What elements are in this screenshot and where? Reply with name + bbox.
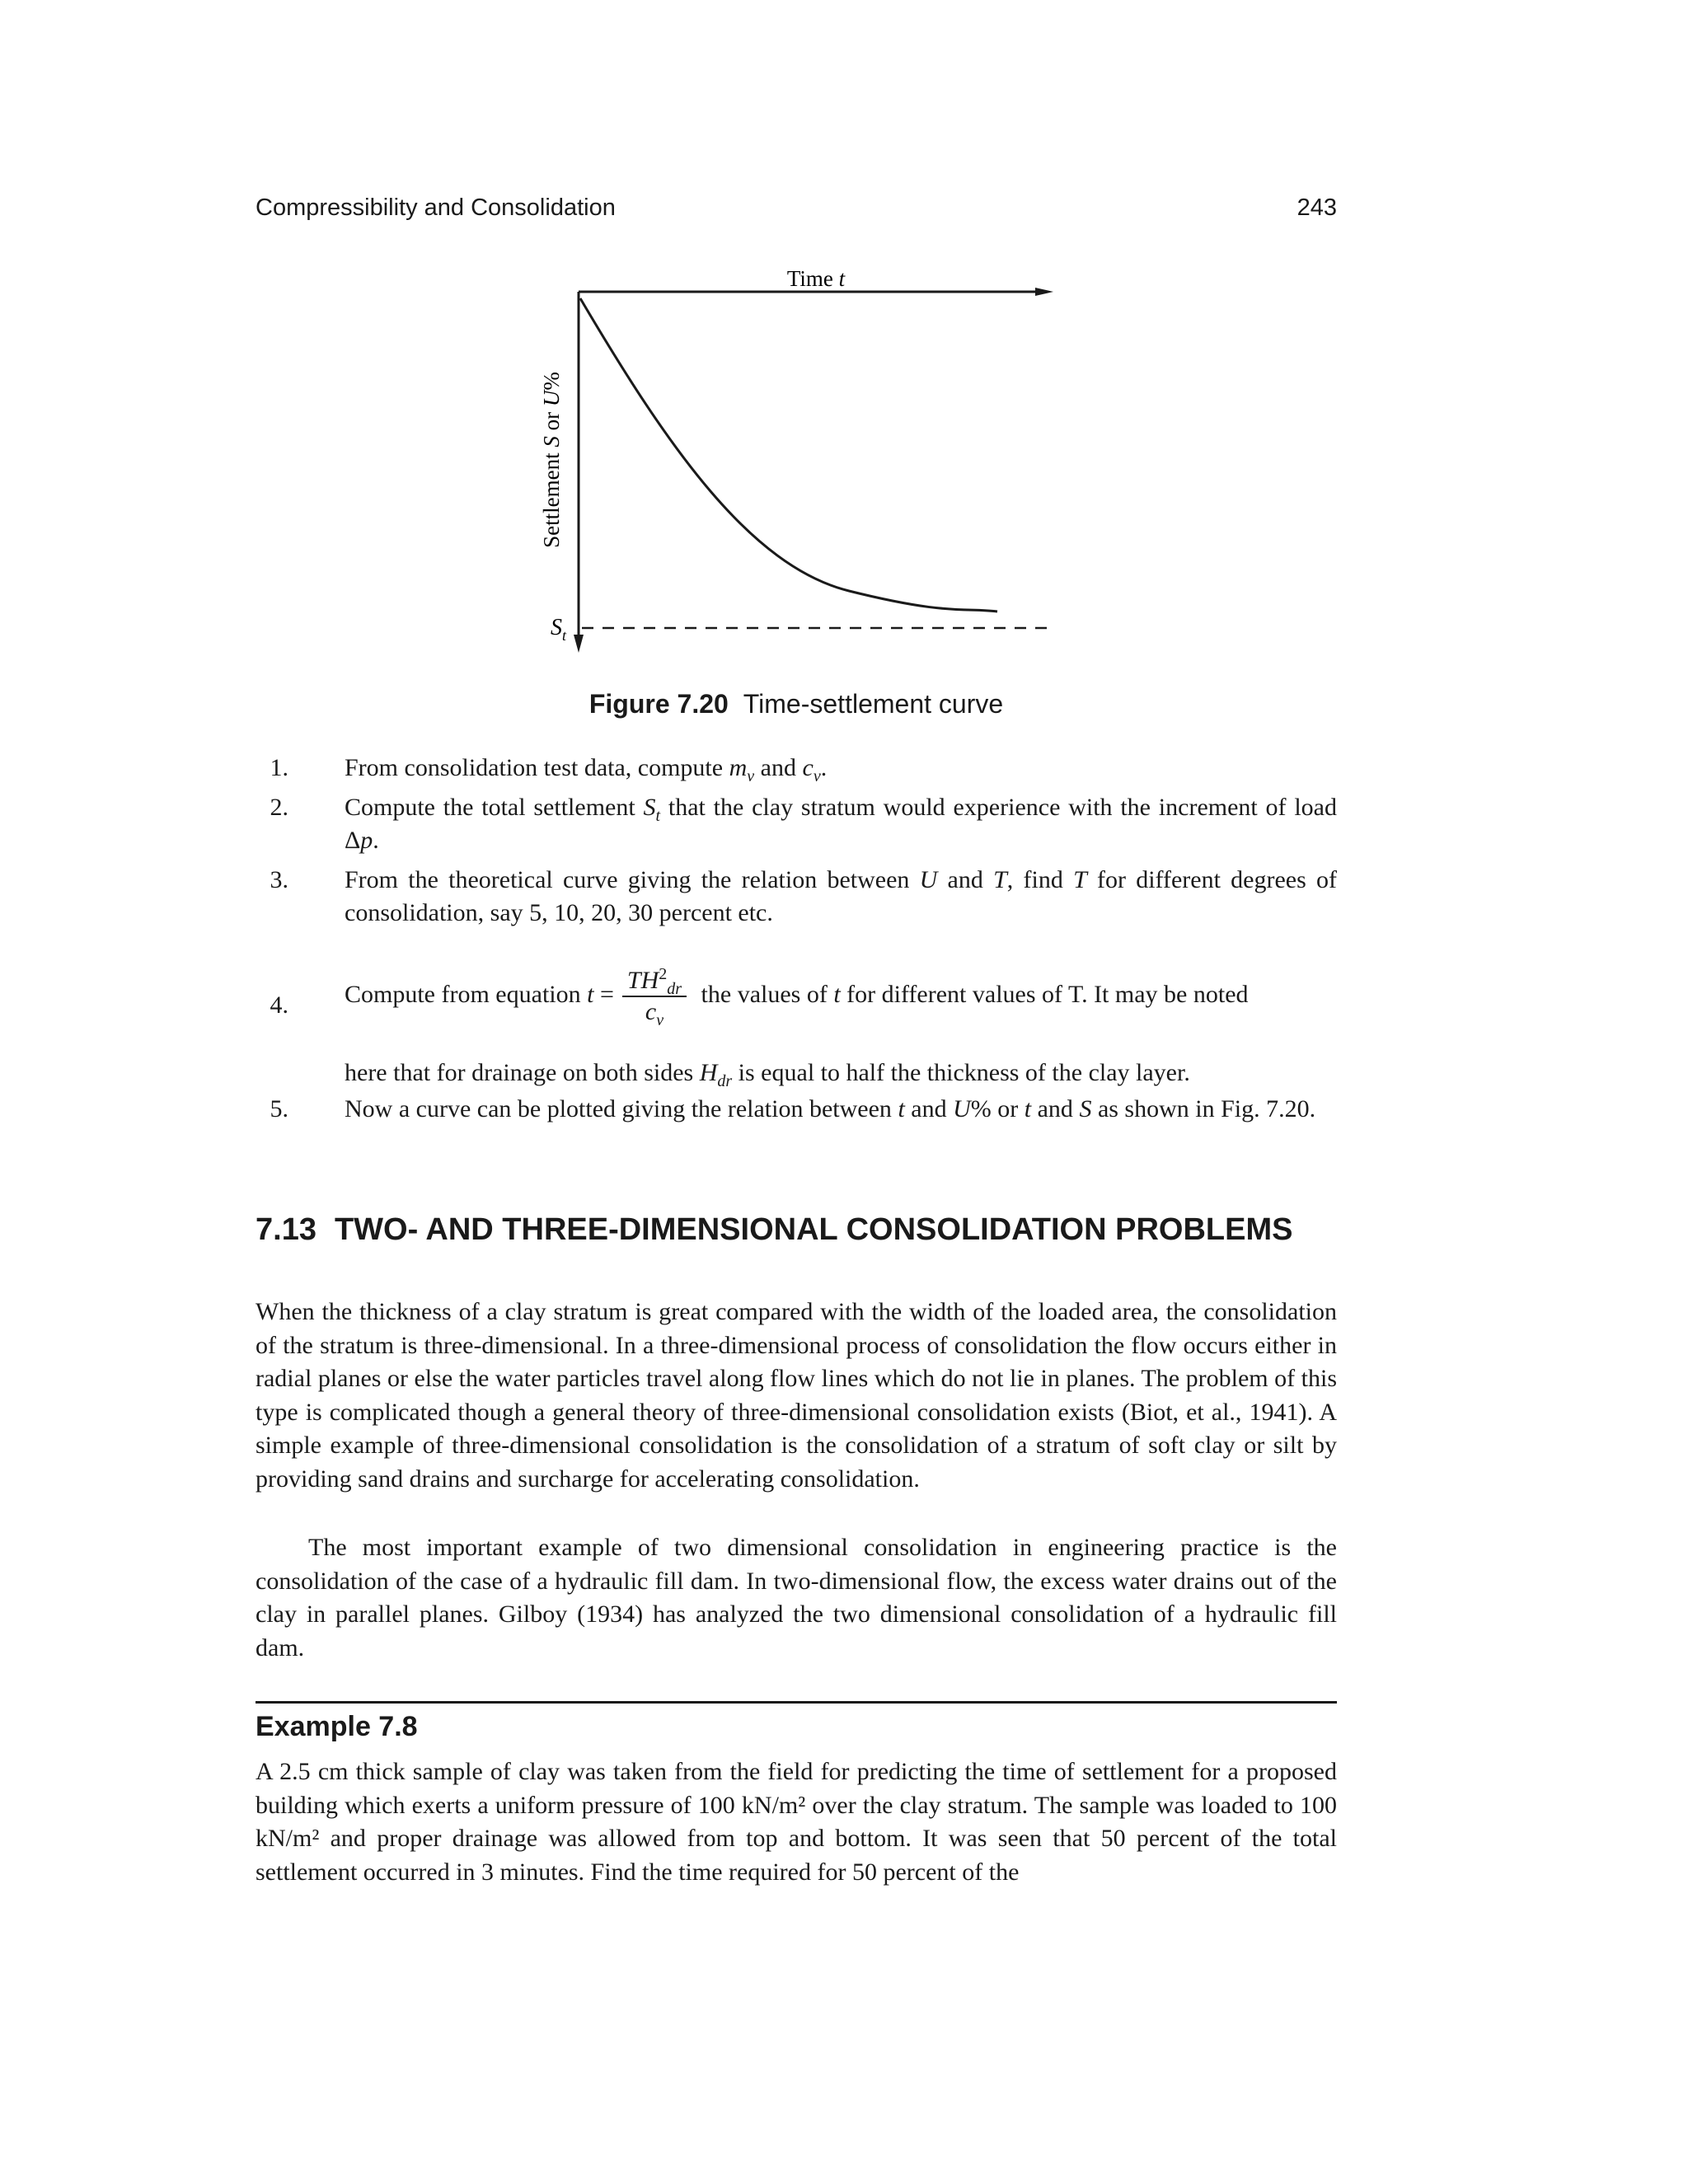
list-item-4: 4. Compute from equation t = $\frac{TH^2_{dr}}{c_v}$ the values of t for different values of T. It may be noted <box>256 966 1337 1040</box>
figure-caption-text: Time-settlement curve <box>743 689 1004 719</box>
body-paragraph-2: The most important example of two dimensional consolidation in engineering practice is the consolidation of the case of a hydraulic fill dam. In two-dimensional flow, the excess water drains out of the clay in parallel planes. Gilboy (1934) has analyzed the two dimensional consolidation of a hydraulic fill dam. <box>256 1534 1337 1661</box>
settlement-axis-arrowhead <box>574 635 584 653</box>
list-item-2: 2. Compute the total settlement $S_t$ that the clay stratum would experience with the increment of load Δp. <box>256 791 1337 859</box>
chapter-title: Compressibility and Consolidation <box>256 194 616 221</box>
list-item-text: From the theoretical curve giving the relation between U and T, find T for different degrees of consolidation, say 5, 10, 20, 30 percent etc. <box>345 866 1337 926</box>
consolidation-time-equation: t = $\frac{TH^2_{dr}}{c_v}$ <box>587 981 695 1008</box>
example-title: Example 7.8 <box>256 1711 418 1742</box>
example-text: A 2.5 cm thick sample of clay was taken from the field for predicting the time of settlement for a proposed building which exerts a uniform pressure of 100 kN/m² over the clay stratum. The sample was loaded to 100 kN/m² and proper drainage was allowed from top and bottom. It was seen that 50 percent of the total settlement occurred in 3 minutes. Find the time required for 50 percent of the <box>256 1758 1337 1886</box>
settlement-curve <box>580 298 997 612</box>
time-axis-arrowhead <box>1035 288 1053 296</box>
list-item-text: Now a curve can be plotted giving the relation between t and U% or t and S as shown in Fig. 7.20. <box>345 1095 1316 1122</box>
section-title: TWO- AND THREE-DIMENSIONAL CONSOLIDATION PROBLEMS <box>334 1212 1293 1247</box>
y-axis-label: Settlement S or U% <box>539 372 564 548</box>
body-paragraph-1: When the thickness of a clay stratum is great compared with the width of the loaded area, the consolidation of the stratum is three-dimensional. In a three-dimensional process of consolidation the flow occurs either in radial planes or else the water particles travel along flow lines which do not lie in planes. The problem of this type is complicated though a general theory of three-dimensional consolidation exists (Biot, et al., 1941). A simple example of three-dimensional consolidation is the consolidation of a stratum of soft clay or silt by providing sand drains and surcharge for accelerating consolidation. <box>256 1298 1337 1493</box>
list-item-5: 5. Now a curve can be plotted giving the relation between t and U% or t and S as shown in Fig. 7.20. <box>256 1093 1337 1160</box>
x-axis-label: Time t <box>786 266 846 291</box>
section-heading <box>256 1212 1337 1248</box>
list-item-3: 3. From the theoretical curve giving the relation between U and T, find T for different degrees of consolidation, say 5, 10, 20, 30 percent etc. <box>256 864 1337 931</box>
running-header <box>256 194 1337 231</box>
list-item-text: From consolidation test data, compute $m_v$ and $c_v$. <box>345 754 828 785</box>
list-item-text: Compute from equation t = $\frac{TH^2_{dr}}{c_v}$ the values of t for different values of T. It may be noted <box>345 965 1249 1029</box>
final-settlement-label: $S_t$ <box>551 615 567 644</box>
figure-caption <box>256 689 1337 719</box>
section-number: 7.13 <box>256 1212 316 1247</box>
list-item-text: Compute the total settlement $S_t$ that the clay stratum would experience with the increment of load Δp. <box>345 794 1337 854</box>
example-divider <box>256 1701 1337 1704</box>
list-item-text: here that for drainage on both sides $H_{dr}$ is equal to half the thickness of the clay layer. <box>345 1059 1190 1090</box>
figure-number: Figure 7.20 <box>588 689 729 719</box>
page-number: 243 <box>1296 194 1337 221</box>
time-settlement-figure <box>503 257 1080 653</box>
